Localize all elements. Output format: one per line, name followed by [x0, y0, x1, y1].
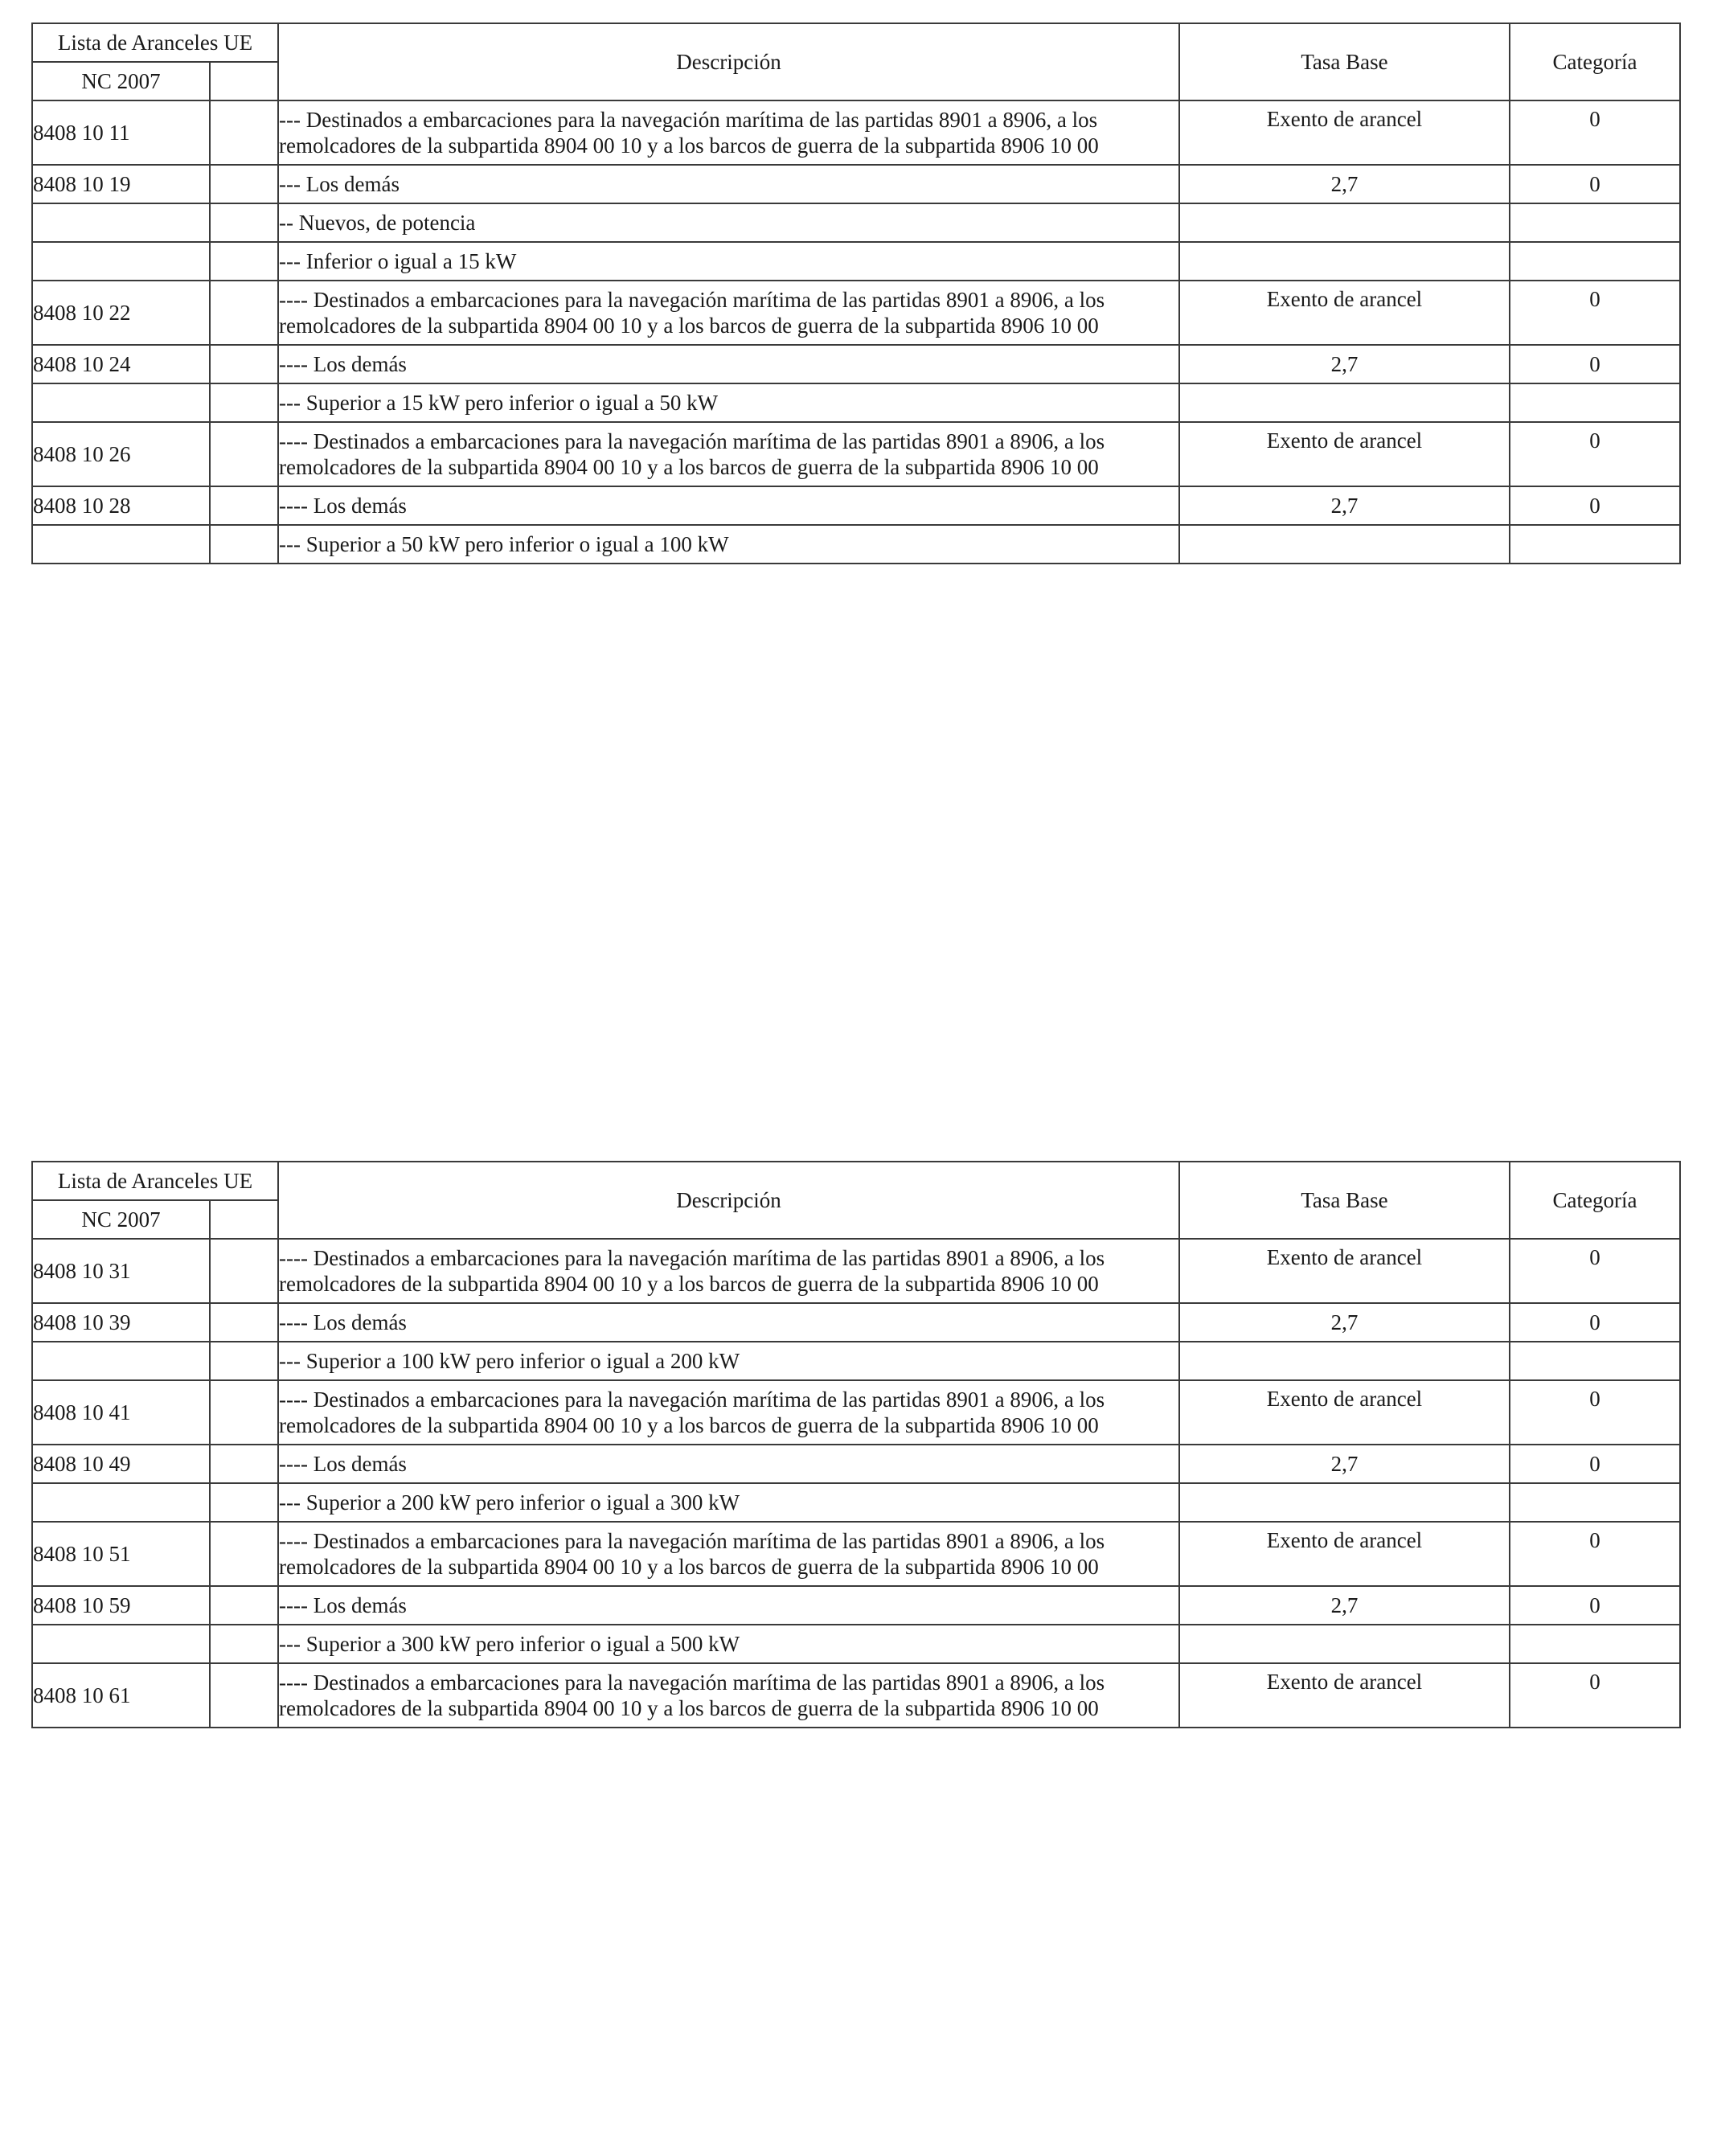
blank-cell — [210, 203, 278, 242]
blank-header-cell — [210, 62, 278, 100]
description-cell: --- Superior a 15 kW pero inferior o igual a 50 kW — [278, 383, 1179, 422]
table-row — [32, 203, 1680, 242]
table-row — [32, 1303, 1680, 1342]
base-rate-cell: 2,7 — [1179, 1586, 1510, 1625]
blank-cell — [210, 1625, 278, 1663]
blank-cell — [210, 486, 278, 525]
code-cell — [32, 1625, 210, 1663]
category-cell: 0 — [1510, 1303, 1680, 1342]
code-cell: 8408 10 26 — [32, 422, 210, 486]
blank-cell — [210, 345, 278, 383]
code-cell: 8408 10 31 — [32, 1239, 210, 1303]
tariff-table-body — [32, 23, 1680, 564]
description-cell: --- Inferior o igual a 15 kW — [278, 242, 1179, 281]
description-cell: ---- Los demás — [278, 1303, 1179, 1342]
description-cell: ---- Los demás — [278, 345, 1179, 383]
description-cell: ---- Los demás — [278, 486, 1179, 525]
code-cell: 8408 10 59 — [32, 1586, 210, 1625]
code-cell: 8408 10 39 — [32, 1303, 210, 1342]
blank-cell — [210, 1586, 278, 1625]
code-cell: 8408 10 24 — [32, 345, 210, 383]
list-header-cell: Lista de Aranceles UE — [32, 23, 278, 62]
table-row — [32, 1239, 1680, 1303]
code-cell — [32, 1483, 210, 1522]
base-rate-cell — [1179, 1342, 1510, 1380]
category-cell: 0 — [1510, 100, 1680, 165]
base-rate-cell: 2,7 — [1179, 345, 1510, 383]
category-cell — [1510, 242, 1680, 281]
blank-cell — [210, 242, 278, 281]
code-cell: 8408 10 28 — [32, 486, 210, 525]
base-rate-cell — [1179, 203, 1510, 242]
table-row — [32, 100, 1680, 165]
category-cell — [1510, 383, 1680, 422]
description-cell: --- Los demás — [278, 165, 1179, 203]
category-cell: 0 — [1510, 1239, 1680, 1303]
table-row — [32, 1380, 1680, 1445]
table-row — [32, 1445, 1680, 1483]
description-cell: --- Superior a 200 kW pero inferior o igual a 300 kW — [278, 1483, 1179, 1522]
description-cell: --- Superior a 100 kW pero inferior o igual a 200 kW — [278, 1342, 1179, 1380]
code-cell — [32, 1342, 210, 1380]
tariff-table — [31, 1161, 1681, 1728]
category-cell: 0 — [1510, 1522, 1680, 1586]
description-header-cell: Descripción — [278, 23, 1179, 100]
description-cell: ---- Destinados a embarcaciones para la navegación marítima de las partidas 8901 a 8906, a los remolcadores de la subpartida 8904 00 10 y a los barcos de guerra de la subpartida 8906 10 00 — [278, 1239, 1179, 1303]
base-rate-cell — [1179, 242, 1510, 281]
table-row — [32, 1586, 1680, 1625]
blank-cell — [210, 1380, 278, 1445]
blank-cell — [210, 1342, 278, 1380]
category-cell: 0 — [1510, 281, 1680, 345]
category-cell: 0 — [1510, 1380, 1680, 1445]
description-cell: ---- Destinados a embarcaciones para la navegación marítima de las partidas 8901 a 8906, a los remolcadores de la subpartida 8904 00 10 y a los barcos de guerra de la subpartida 8906 10 00 — [278, 1522, 1179, 1586]
base-rate-cell: Exento de arancel — [1179, 1239, 1510, 1303]
table-row — [32, 1625, 1680, 1663]
base-rate-cell: 2,7 — [1179, 486, 1510, 525]
base-rate-cell — [1179, 525, 1510, 564]
base-rate-cell: 2,7 — [1179, 1445, 1510, 1483]
header-row — [32, 1162, 1680, 1200]
category-cell — [1510, 1342, 1680, 1380]
category-cell: 0 — [1510, 1445, 1680, 1483]
blank-cell — [210, 422, 278, 486]
base-rate-header-cell: Tasa Base — [1179, 1162, 1510, 1239]
category-cell: 0 — [1510, 1663, 1680, 1728]
code-cell: 8408 10 61 — [32, 1663, 210, 1728]
blank-cell — [210, 100, 278, 165]
category-cell — [1510, 525, 1680, 564]
table-row — [32, 242, 1680, 281]
category-cell — [1510, 1483, 1680, 1522]
tariff-table-body — [32, 1162, 1680, 1728]
table-row — [32, 525, 1680, 564]
description-cell: ---- Destinados a embarcaciones para la navegación marítima de las partidas 8901 a 8906, a los remolcadores de la subpartida 8904 00 10 y a los barcos de guerra de la subpartida 8906 10 00 — [278, 422, 1179, 486]
base-rate-cell — [1179, 1625, 1510, 1663]
table-row — [32, 1522, 1680, 1586]
category-cell: 0 — [1510, 422, 1680, 486]
table-row — [32, 281, 1680, 345]
code-cell: 8408 10 19 — [32, 165, 210, 203]
base-rate-cell: Exento de arancel — [1179, 100, 1510, 165]
category-header-cell: Categoría — [1510, 23, 1680, 100]
code-cell: 8408 10 51 — [32, 1522, 210, 1586]
category-cell — [1510, 1625, 1680, 1663]
header-row — [32, 23, 1680, 62]
blank-cell — [210, 1663, 278, 1728]
code-cell: 8408 10 49 — [32, 1445, 210, 1483]
code-cell — [32, 525, 210, 564]
category-cell — [1510, 203, 1680, 242]
blank-cell — [210, 281, 278, 345]
base-rate-cell: Exento de arancel — [1179, 1380, 1510, 1445]
blank-cell — [210, 1303, 278, 1342]
nc-header-cell: NC 2007 — [32, 62, 210, 100]
category-cell: 0 — [1510, 165, 1680, 203]
category-cell: 0 — [1510, 486, 1680, 525]
description-cell: ---- Destinados a embarcaciones para la navegación marítima de las partidas 8901 a 8906, a los remolcadores de la subpartida 8904 00 10 y a los barcos de guerra de la subpartida 8906 10 00 — [278, 281, 1179, 345]
blank-cell — [210, 1483, 278, 1522]
blank-cell — [210, 1522, 278, 1586]
table-row — [32, 1663, 1680, 1728]
code-cell — [32, 203, 210, 242]
table-row — [32, 345, 1680, 383]
base-rate-cell — [1179, 383, 1510, 422]
category-cell: 0 — [1510, 1586, 1680, 1625]
table-row — [32, 1342, 1680, 1380]
table-row — [32, 486, 1680, 525]
blank-cell — [210, 383, 278, 422]
blank-cell — [210, 1445, 278, 1483]
description-cell: --- Destinados a embarcaciones para la navegación marítima de las partidas 8901 a 8906, a los remolcadores de la subpartida 8904 00 10 y a los barcos de guerra de la subpartida 8906 10 00 — [278, 100, 1179, 165]
description-cell: --- Superior a 300 kW pero inferior o igual a 500 kW — [278, 1625, 1179, 1663]
blank-cell — [210, 165, 278, 203]
code-cell: 8408 10 41 — [32, 1380, 210, 1445]
tariff-table — [31, 23, 1681, 564]
base-rate-cell: 2,7 — [1179, 165, 1510, 203]
category-cell: 0 — [1510, 345, 1680, 383]
base-rate-header-cell: Tasa Base — [1179, 23, 1510, 100]
base-rate-cell: Exento de arancel — [1179, 422, 1510, 486]
description-cell: -- Nuevos, de potencia — [278, 203, 1179, 242]
description-cell: --- Superior a 50 kW pero inferior o igual a 100 kW — [278, 525, 1179, 564]
code-cell: 8408 10 11 — [32, 100, 210, 165]
base-rate-cell — [1179, 1483, 1510, 1522]
nc-header-cell: NC 2007 — [32, 1200, 210, 1239]
base-rate-cell: 2,7 — [1179, 1303, 1510, 1342]
description-cell: ---- Destinados a embarcaciones para la navegación marítima de las partidas 8901 a 8906, a los remolcadores de la subpartida 8904 00 10 y a los barcos de guerra de la subpartida 8906 10 00 — [278, 1663, 1179, 1728]
description-header-cell: Descripción — [278, 1162, 1179, 1239]
blank-cell — [210, 525, 278, 564]
description-cell: ---- Los demás — [278, 1586, 1179, 1625]
code-cell — [32, 242, 210, 281]
blank-cell — [210, 1239, 278, 1303]
blank-header-cell — [210, 1200, 278, 1239]
description-cell: ---- Los demás — [278, 1445, 1179, 1483]
table-row — [32, 1483, 1680, 1522]
category-header-cell: Categoría — [1510, 1162, 1680, 1239]
list-header-cell: Lista de Aranceles UE — [32, 1162, 278, 1200]
code-cell — [32, 383, 210, 422]
table-row — [32, 383, 1680, 422]
base-rate-cell: Exento de arancel — [1179, 1663, 1510, 1728]
base-rate-cell: Exento de arancel — [1179, 1522, 1510, 1586]
base-rate-cell: Exento de arancel — [1179, 281, 1510, 345]
description-cell: ---- Destinados a embarcaciones para la navegación marítima de las partidas 8901 a 8906, a los remolcadores de la subpartida 8904 00 10 y a los barcos de guerra de la subpartida 8906 10 00 — [278, 1380, 1179, 1445]
table-row — [32, 165, 1680, 203]
code-cell: 8408 10 22 — [32, 281, 210, 345]
table-row — [32, 422, 1680, 486]
